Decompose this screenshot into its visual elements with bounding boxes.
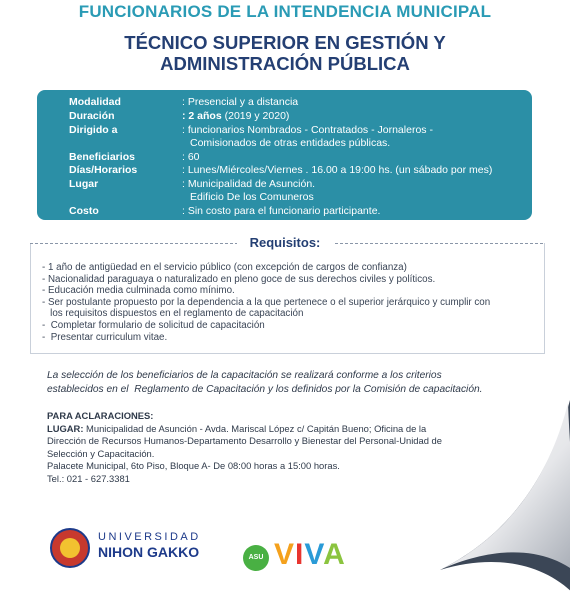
- info-value: [182, 109, 289, 123]
- viva-badge-icon: ASU: [243, 545, 269, 571]
- requirement-item: - Presentar curriculum vitae.: [42, 331, 168, 343]
- selection-note: [47, 369, 547, 397]
- selection-note-line1: La selección de los beneficiarios de la capacitación se realizará conforme a los criterios: [47, 370, 442, 381]
- info-value-bold: : 2 años: [182, 110, 222, 122]
- info-value-rest: (2019 y 2020): [221, 110, 290, 122]
- info-value: Comisionados de otras entidades públicas.: [190, 137, 391, 149]
- course-title-line1: TÉCNICO SUPERIOR EN GESTIÓN Y: [124, 32, 446, 53]
- university-name-line2: NIHON GAKKO: [98, 544, 200, 560]
- info-row-beneficiarios: [37, 150, 532, 164]
- university-name-line1: UNIVERSIDAD: [98, 531, 201, 543]
- viva-letter: A: [323, 538, 346, 571]
- info-value: : Sin costo para el funcionario participante.: [182, 205, 381, 217]
- info-value: Edificio De los Comuneros: [190, 191, 314, 203]
- requirement-item: - Ser postulante propuesto por la dependencia a la que pertenece o el superior jerárquico y cumplir con: [42, 296, 491, 308]
- viva-letter: V: [304, 538, 324, 571]
- requirements-list: [42, 262, 542, 343]
- viva-logo: [274, 538, 346, 572]
- info-row-modalidad: [37, 95, 532, 109]
- course-title-line2: ADMINISTRACIÓN PÚBLICA: [160, 53, 410, 74]
- info-value: : Municipalidad de Asunción.: [182, 178, 316, 190]
- info-value: : funcionarios Nombrados - Contratados - Jornaleros -: [182, 124, 433, 136]
- info-label: Dirigido a: [69, 124, 118, 136]
- info-row-lugar-cont: [37, 190, 532, 204]
- info-row-dias: [37, 163, 532, 177]
- contact-heading: PARA ACLARACIONES:: [47, 410, 154, 421]
- info-label: Beneficiarios: [69, 151, 135, 163]
- page-curl-graphic: [400, 395, 570, 595]
- info-label: Costo: [69, 205, 99, 217]
- contact-address: Palacete Municipal, 6to Piso, Bloque A- De 08:00 horas a 15:00 horas.: [47, 460, 340, 471]
- info-row-lugar: [37, 177, 532, 191]
- info-label: Modalidad: [69, 96, 121, 108]
- requirement-item: - Completar formulario de solicitud de capacitación: [42, 319, 265, 331]
- requirement-item: - Nacionalidad paraguaya o naturalizado en pleno goce de sus derechos civiles y políticos.: [42, 273, 436, 285]
- contact-lugar-label: LUGAR:: [47, 422, 84, 434]
- info-value: : 60: [182, 151, 200, 163]
- course-info-box: [37, 90, 532, 220]
- info-label: Días/Horarios: [69, 164, 138, 176]
- info-value: : Presencial y a distancia: [182, 96, 299, 108]
- info-row-duracion: [37, 109, 532, 123]
- info-row-dirigido-cont: [37, 136, 532, 150]
- info-row-costo: [37, 204, 532, 218]
- course-title: [0, 32, 570, 74]
- header-title-line1: FUNCIONARIOS DE LA INTENDENCIA MUNICIPAL: [78, 2, 492, 21]
- info-label: Duración: [69, 110, 115, 122]
- requirement-item: los requisitos dispuestos en el reglamento de capacitación: [42, 308, 304, 320]
- contact-phone: Tel.: 021 - 627.3381: [47, 472, 130, 484]
- contact-lugar-line2: Dirección de Recursos Humanos-Departamento Desarrollo y Bienestar del Personal-Unidad de: [47, 435, 442, 446]
- info-row-dirigido: [37, 123, 532, 137]
- seal-center: [60, 538, 80, 558]
- viva-letter: V: [274, 538, 296, 571]
- requirement-item: - Educación media culminada como mínimo.: [42, 285, 235, 297]
- selection-note-line2: establecidos en el Reglamento de Capacitación y los definidos por la Comisión de capacitación.: [47, 384, 483, 395]
- university-seal-logo: [50, 528, 90, 568]
- viva-letter: I: [295, 538, 305, 571]
- info-value: : Lunes/Miércoles/Viernes . 16.00 a 19:00 hs. (un sábado por mes): [182, 164, 493, 176]
- requirements-title: Requisitos:: [237, 235, 333, 251]
- requirement-item: - 1 año de antigüedad en el servicio público (con excepción de cargos de confianza): [42, 262, 407, 273]
- info-label: Lugar: [69, 178, 99, 190]
- contact-lugar-text: Municipalidad de Asunción - Avda. Mariscal López c/ Capitán Bueno; Oficina de la: [83, 422, 427, 434]
- contact-lugar-line3: Selección y Capacitación.: [47, 447, 155, 459]
